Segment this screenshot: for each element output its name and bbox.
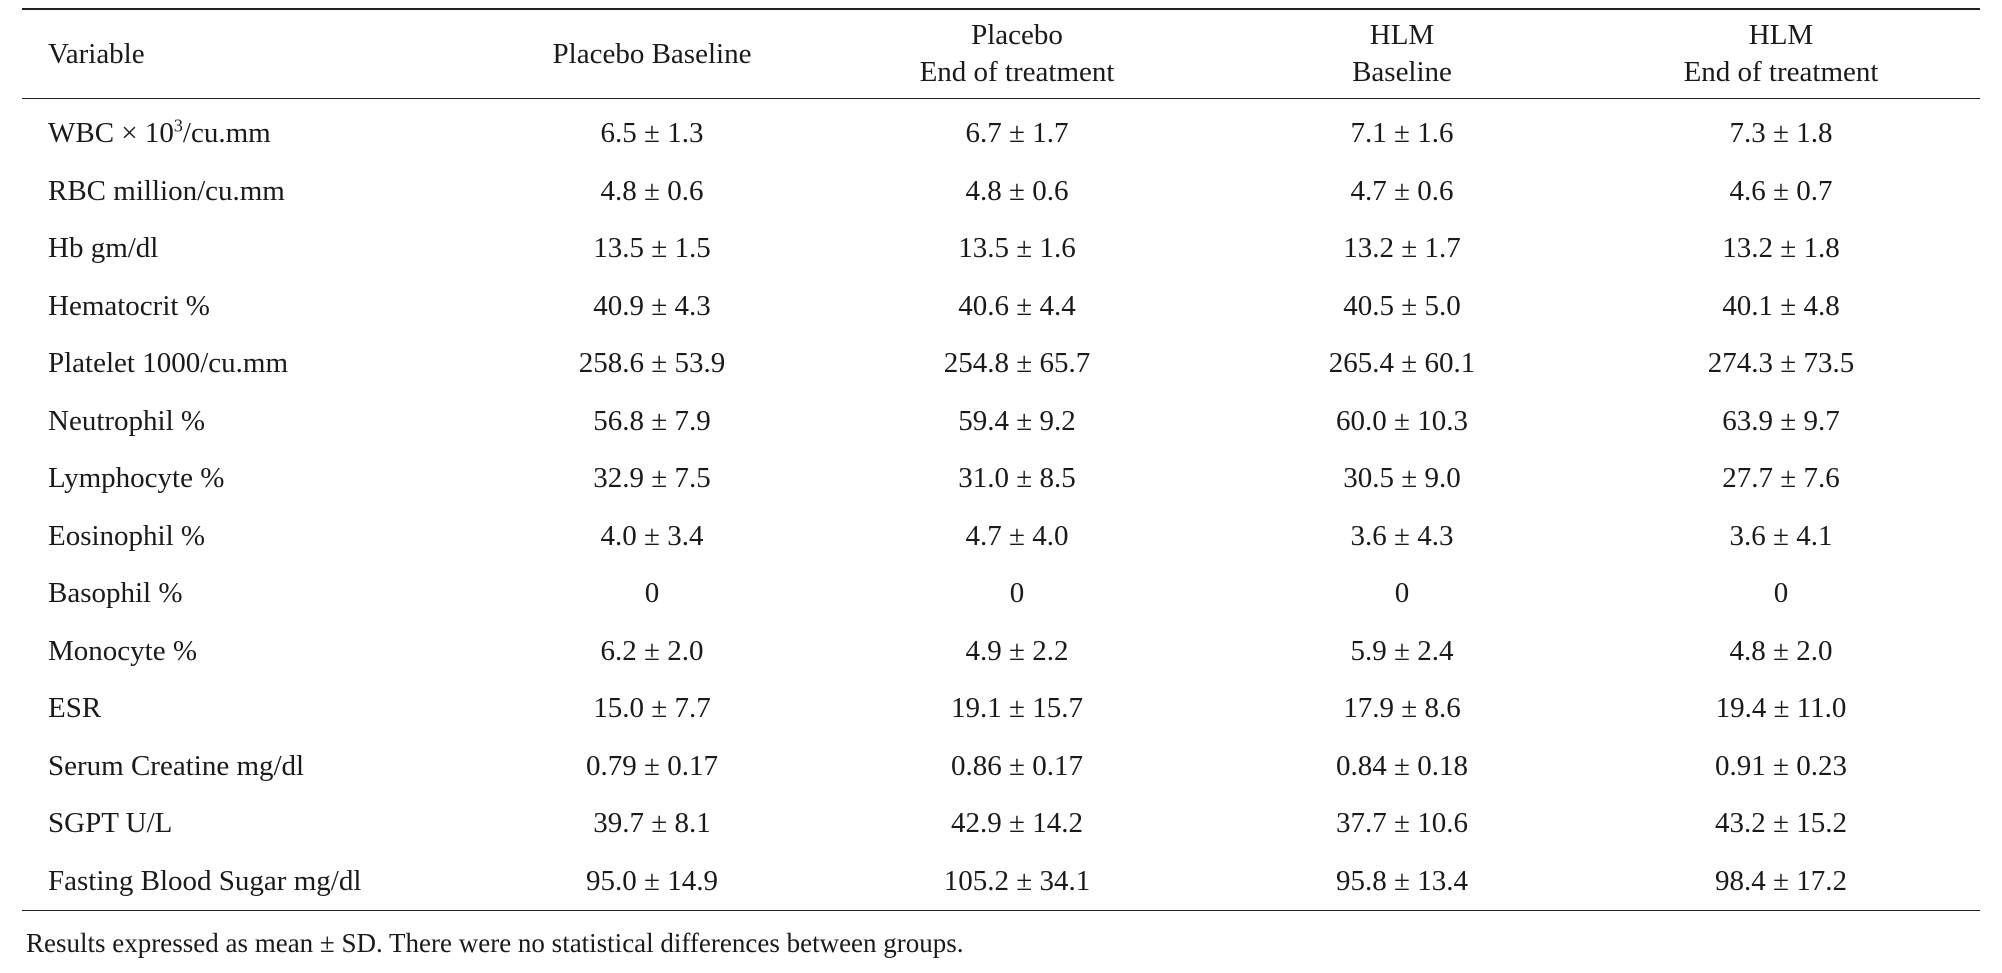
value-cell: 0.79 ± 0.17 xyxy=(586,749,718,782)
variable-cell xyxy=(22,278,492,336)
variable-cell xyxy=(22,853,492,911)
table-row xyxy=(22,335,1980,393)
value-cell: 32.9 ± 7.5 xyxy=(593,462,711,495)
value-cell: 0.91 ± 0.23 xyxy=(1715,749,1847,782)
variable-cell xyxy=(22,163,492,221)
header-placebo-end-line1: Placebo xyxy=(971,19,1063,51)
value-cell: 63.9 ± 9.7 xyxy=(1722,404,1840,437)
header-hlm-end-line2: End of treatment xyxy=(1683,56,1879,88)
value-cell: 4.8 ± 2.0 xyxy=(1729,634,1833,667)
header-placebo-baseline xyxy=(492,9,812,99)
value-cell: 19.1 ± 15.7 xyxy=(951,692,1083,725)
value-cell: 13.5 ± 1.6 xyxy=(958,232,1076,265)
variable-name: Eosinophil % xyxy=(48,519,206,552)
value-cell: 6.5 ± 1.3 xyxy=(600,117,704,150)
value-cell: 5.9 ± 2.4 xyxy=(1350,634,1454,667)
value-cell: 0 xyxy=(1394,577,1410,610)
table-row xyxy=(22,738,1980,796)
table-row xyxy=(22,680,1980,738)
variable-cell xyxy=(22,565,492,623)
value-cell: 39.7 ± 8.1 xyxy=(593,807,711,840)
header-variable xyxy=(22,9,492,99)
value-cell: 258.6 ± 53.9 xyxy=(578,347,726,380)
value-cell: 60.0 ± 10.3 xyxy=(1336,404,1468,437)
value-cell: 3.6 ± 4.1 xyxy=(1729,519,1833,552)
value-cell: 0 xyxy=(1773,577,1789,610)
variable-name: Hematocrit % xyxy=(48,289,210,322)
value-cell: 4.8 ± 0.6 xyxy=(965,174,1069,207)
value-cell: 40.6 ± 4.4 xyxy=(958,289,1076,322)
header-row xyxy=(22,9,1980,99)
value-cell: 7.1 ± 1.6 xyxy=(1350,117,1454,150)
value-cell: 4.8 ± 0.6 xyxy=(600,174,704,207)
variable-cell xyxy=(22,220,492,278)
variable-cell xyxy=(22,795,492,853)
value-cell: 56.8 ± 7.9 xyxy=(593,404,711,437)
value-cell: 0.84 ± 0.18 xyxy=(1336,749,1468,782)
header-hlm-end-line1: HLM xyxy=(1748,19,1814,51)
variable-name: RBC million/cu.mm xyxy=(48,174,285,207)
variable-cell xyxy=(22,680,492,738)
table-row xyxy=(22,220,1980,278)
value-cell: 30.5 ± 9.0 xyxy=(1343,462,1461,495)
value-cell: 4.0 ± 3.4 xyxy=(600,519,704,552)
variable-cell xyxy=(22,738,492,796)
header-placebo-baseline-line1: Placebo Baseline xyxy=(552,37,752,70)
table-row xyxy=(22,853,1980,911)
value-cell: 13.2 ± 1.8 xyxy=(1722,232,1840,265)
value-cell: 274.3 ± 73.5 xyxy=(1707,347,1855,380)
table-footnote: Results expressed as mean ± SD. There were no statistical differences between groups. xyxy=(26,928,964,958)
value-cell: 42.9 ± 14.2 xyxy=(951,807,1083,840)
variable-name: Serum Creatine mg/dl xyxy=(48,749,305,782)
value-cell: 40.9 ± 4.3 xyxy=(593,289,711,322)
variable-name: Neutrophil % xyxy=(48,404,206,437)
variable-name: Platelet 1000/cu.mm xyxy=(48,347,289,380)
variable-name: Fasting Blood Sugar mg/dl xyxy=(48,864,362,897)
value-cell: 105.2 ± 34.1 xyxy=(943,864,1091,897)
header-hlm-baseline-line2: Baseline xyxy=(1352,56,1452,88)
data-table-container xyxy=(22,8,1980,911)
value-cell: 0.86 ± 0.17 xyxy=(951,749,1083,782)
table-row xyxy=(22,99,1980,163)
header-variable-label: Variable xyxy=(48,37,145,70)
variable-name: ESR xyxy=(48,692,102,725)
variable-name: Basophil % xyxy=(48,577,183,610)
table-row xyxy=(22,163,1980,221)
value-cell: 13.5 ± 1.5 xyxy=(593,232,711,265)
value-cell: 27.7 ± 7.6 xyxy=(1722,462,1840,495)
variable-cell xyxy=(22,450,492,508)
table-row xyxy=(22,393,1980,451)
value-cell: 4.6 ± 0.7 xyxy=(1729,174,1833,207)
value-cell: 40.1 ± 4.8 xyxy=(1722,289,1840,322)
value-cell: 4.9 ± 2.2 xyxy=(965,634,1069,667)
value-cell: 0 xyxy=(644,577,660,610)
value-cell: 4.7 ± 0.6 xyxy=(1350,174,1454,207)
value-cell: 31.0 ± 8.5 xyxy=(958,462,1076,495)
header-hlm-baseline xyxy=(1222,9,1582,99)
value-cell: 265.4 ± 60.1 xyxy=(1328,347,1476,380)
table-row xyxy=(22,450,1980,508)
value-cell: 95.0 ± 14.9 xyxy=(586,864,718,897)
value-cell: 37.7 ± 10.6 xyxy=(1336,807,1468,840)
header-hlm-end xyxy=(1582,9,1980,99)
header-placebo-end xyxy=(812,9,1222,99)
variable-name: Hb gm/dl xyxy=(48,232,159,265)
header-hlm-baseline-line1: HLM xyxy=(1369,19,1435,51)
value-cell: 254.8 ± 65.7 xyxy=(943,347,1091,380)
value-cell: 95.8 ± 13.4 xyxy=(1336,864,1468,897)
variable-name: Lymphocyte % xyxy=(48,462,225,495)
variable-name: WBC × 10 xyxy=(48,117,174,150)
value-cell: 13.2 ± 1.7 xyxy=(1343,232,1461,265)
variable-cell xyxy=(22,623,492,681)
value-cell: 0 xyxy=(1009,577,1025,610)
value-cell: 98.4 ± 17.2 xyxy=(1715,864,1847,897)
value-cell: 6.7 ± 1.7 xyxy=(965,117,1069,150)
value-cell: 59.4 ± 9.2 xyxy=(958,404,1076,437)
lab-values-table xyxy=(22,8,1980,911)
table-row xyxy=(22,508,1980,566)
value-cell: 7.3 ± 1.8 xyxy=(1729,117,1833,150)
value-cell: 19.4 ± 11.0 xyxy=(1715,692,1847,725)
table-row xyxy=(22,795,1980,853)
variable-name: Monocyte % xyxy=(48,634,197,667)
table-header xyxy=(22,9,1980,99)
value-cell: 17.9 ± 8.6 xyxy=(1343,692,1461,725)
value-cell: 15.0 ± 7.7 xyxy=(593,692,711,725)
header-placebo-end-line2: End of treatment xyxy=(919,56,1115,88)
table-row xyxy=(22,623,1980,681)
variable-superscript: 3 xyxy=(173,115,183,136)
value-cell: 6.2 ± 2.0 xyxy=(600,634,704,667)
table-body xyxy=(22,99,1980,911)
variable-name: SGPT U/L xyxy=(48,807,173,840)
variable-unit-suffix: /cu.mm xyxy=(182,117,271,150)
value-cell: 4.7 ± 4.0 xyxy=(965,519,1069,552)
variable-cell xyxy=(22,99,492,163)
value-cell: 43.2 ± 15.2 xyxy=(1715,807,1847,840)
value-cell: 40.5 ± 5.0 xyxy=(1343,289,1461,322)
variable-cell xyxy=(22,393,492,451)
table-row xyxy=(22,278,1980,336)
value-cell: 3.6 ± 4.3 xyxy=(1350,519,1454,552)
table-row xyxy=(22,565,1980,623)
variable-cell xyxy=(22,508,492,566)
variable-cell xyxy=(22,335,492,393)
